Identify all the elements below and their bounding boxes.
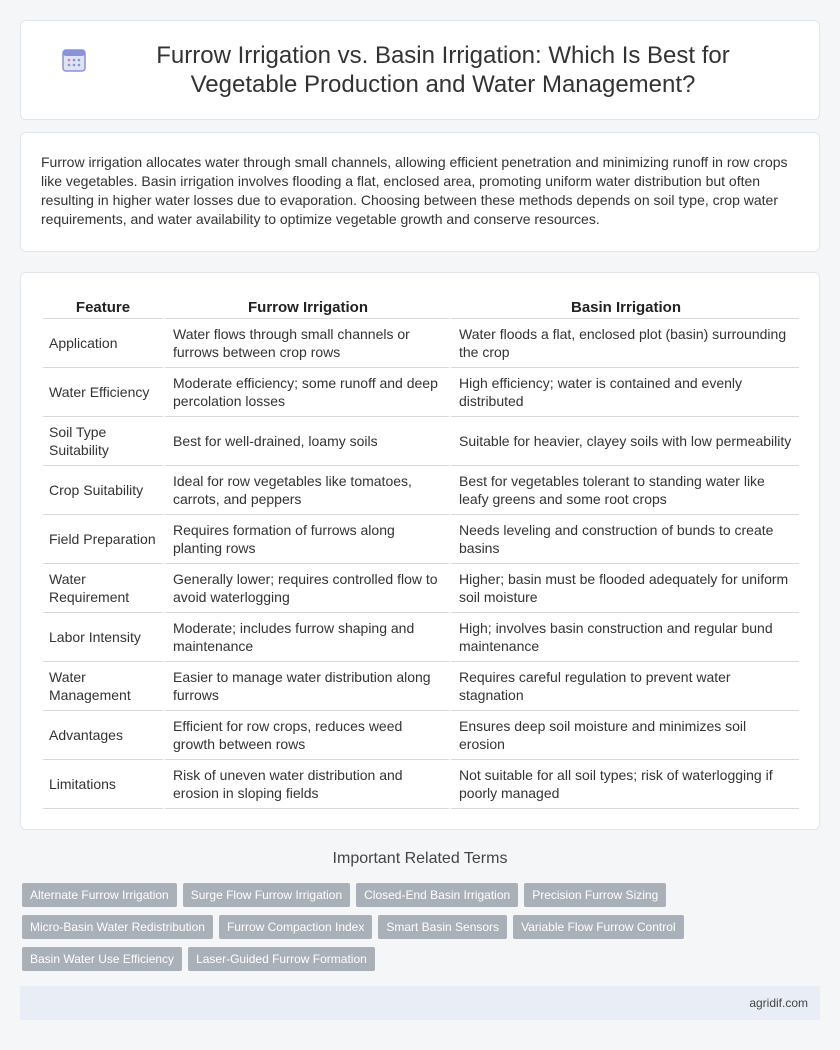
footer-site[interactable]: agridif.com: [749, 996, 808, 1010]
furrow-cell: Ideal for row vegetables like tomatoes, carrots, and peppers: [163, 466, 449, 515]
furrow-cell: Generally lower; requires controlled flow to avoid waterlogging: [163, 564, 449, 613]
intro-card: [20, 132, 820, 252]
feature-cell: Water Efficiency: [43, 368, 163, 417]
header-furrow: Furrow Irrigation: [163, 293, 449, 319]
feature-cell: Limitations: [43, 760, 163, 809]
feature-cell: Field Preparation: [43, 515, 163, 564]
feature-cell: Water Requirement: [43, 564, 163, 613]
header-basin: Basin Irrigation: [449, 293, 799, 319]
furrow-cell: Risk of uneven water distribution and erosion in sloping fields: [163, 760, 449, 809]
basin-cell: Best for vegetables tolerant to standing water like leafy greens and some root crops: [449, 466, 799, 515]
header-feature: Feature: [43, 293, 163, 319]
table-row: [43, 319, 799, 368]
related-term-tag[interactable]: Alternate Furrow Irrigation: [22, 883, 177, 907]
related-term-tag[interactable]: Precision Furrow Sizing: [524, 883, 666, 907]
page-title: Furrow Irrigation vs. Basin Irrigation: Which Is Best for Vegetable Production and Water Management?: [156, 42, 730, 98]
furrow-cell: Efficient for row crops, reduces weed growth between rows: [163, 711, 449, 760]
title-card: [20, 20, 820, 120]
table-row: [43, 515, 799, 564]
tag-row: [22, 883, 822, 907]
tag-row: [22, 915, 822, 939]
related-terms-title: Important Related Terms: [332, 850, 508, 867]
related-term-tag[interactable]: Surge Flow Furrow Irrigation: [183, 883, 350, 907]
feature-cell: Crop Suitability: [43, 466, 163, 515]
calendar-icon: [61, 47, 87, 73]
basin-cell: Ensures deep soil moisture and minimizes soil erosion: [449, 711, 799, 760]
basin-cell: High; involves basin construction and regular bund maintenance: [449, 613, 799, 662]
comparison-table: [43, 293, 799, 809]
furrow-cell: Best for well-drained, loamy soils: [163, 417, 449, 466]
table-row: [43, 662, 799, 711]
related-term-tag[interactable]: Furrow Compaction Index: [219, 915, 372, 939]
related-term-tag[interactable]: Laser-Guided Furrow Formation: [188, 947, 375, 971]
basin-cell: Not suitable for all soil types; risk of waterlogging if poorly managed: [449, 760, 799, 809]
table-row: [43, 417, 799, 466]
feature-cell: Application: [43, 319, 163, 368]
related-term-tag[interactable]: Basin Water Use Efficiency: [22, 947, 182, 971]
basin-cell: High efficiency; water is contained and evenly distributed: [449, 368, 799, 417]
related-term-tag[interactable]: Micro-Basin Water Redistribution: [22, 915, 213, 939]
feature-cell: Advantages: [43, 711, 163, 760]
related-terms-list: [22, 883, 822, 979]
table-row: [43, 466, 799, 515]
intro-paragraph: Furrow irrigation allocates water through small channels, allowing efficient penetration and minimizing runoff in row crops like vegetables. Basin irrigation involves flooding a flat, enclosed area, promoting uniform water distribution but often resulting in higher water losses due to evaporation. Choosing between these methods depends on soil type, crop water requirements, and water availability to optimize vegetable growth and conserve resources.: [41, 154, 788, 227]
basin-cell: Suitable for heavier, clayey soils with low permeability: [449, 417, 799, 466]
furrow-cell: Moderate; includes furrow shaping and maintenance: [163, 613, 449, 662]
furrow-cell: Moderate efficiency; some runoff and deep percolation losses: [163, 368, 449, 417]
furrow-cell: Water flows through small channels or furrows between crop rows: [163, 319, 449, 368]
feature-cell: Water Management: [43, 662, 163, 711]
basin-cell: Higher; basin must be flooded adequately for uniform soil moisture: [449, 564, 799, 613]
basin-cell: Needs leveling and construction of bunds to create basins: [449, 515, 799, 564]
table-row: [43, 564, 799, 613]
furrow-cell: Requires formation of furrows along planting rows: [163, 515, 449, 564]
table-header-row: [43, 293, 799, 319]
furrow-cell: Easier to manage water distribution along furrows: [163, 662, 449, 711]
table-row: [43, 613, 799, 662]
feature-cell: Soil Type Suitability: [43, 417, 163, 466]
related-term-tag[interactable]: Variable Flow Furrow Control: [513, 915, 684, 939]
feature-cell: Labor Intensity: [43, 613, 163, 662]
table-row: [43, 368, 799, 417]
related-term-tag[interactable]: Smart Basin Sensors: [378, 915, 507, 939]
tag-row: [22, 947, 822, 971]
table-row: [43, 711, 799, 760]
basin-cell: Requires careful regulation to prevent water stagnation: [449, 662, 799, 711]
footer: [20, 986, 820, 1020]
basin-cell: Water floods a flat, enclosed plot (basin) surrounding the crop: [449, 319, 799, 368]
related-term-tag[interactable]: Closed-End Basin Irrigation: [356, 883, 518, 907]
table-row: [43, 760, 799, 809]
comparison-table-card: [20, 272, 820, 830]
